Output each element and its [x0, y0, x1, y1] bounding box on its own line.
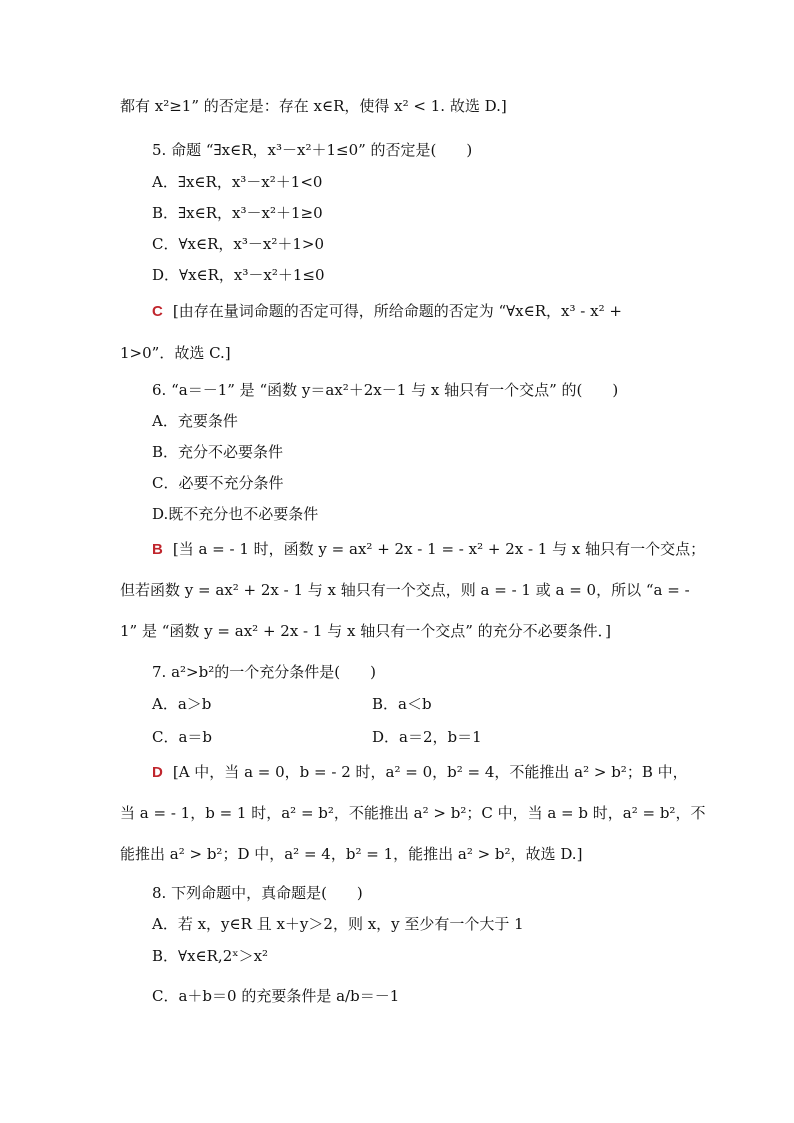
option-7c: C．a＝b — [152, 728, 213, 746]
option-5a: A．∃x∈R，x³－x²＋1<0 — [152, 173, 323, 191]
answer-letter-5: C — [152, 303, 163, 320]
option-6b: B．充分不必要条件 — [152, 443, 284, 461]
explanation-5-text: [由存在量词命题的否定可得，所给命题的否定为 “∀x∈R，x³ - x² + — [172, 302, 622, 320]
option-6a: A．充要条件 — [152, 412, 238, 430]
answer-letter-7: D — [152, 764, 163, 781]
question-7: 7. a²>b²的一个充分条件是( ) — [152, 663, 376, 681]
option-7d: D．a＝2，b＝1 — [372, 728, 482, 746]
option-8a: A．若 x，y∈R 且 x＋y＞2，则 x，y 至少有一个大于 1 — [152, 915, 524, 933]
option-8b: B．∀x∈R,2ˣ＞x² — [152, 947, 269, 965]
explanation-7-cont1: 当 a = - 1，b = 1 时，a² = b²，不能推出 a² > b²；C 中，当 a = b 时，a² = b²，不 — [120, 804, 706, 822]
option-7b: B．a＜b — [372, 695, 432, 713]
option-5c: C．∀x∈R，x³－x²＋1>0 — [152, 235, 324, 253]
explanation-7-cont2: 能推出 a² > b²；D 中，a² = 4，b² = 1，能推出 a² > b²，故选 D.] — [120, 845, 583, 863]
explanation-7-text: [A 中，当 a = 0，b = - 2 时，a² = 0，b² = 4，不能推出 a² > b²；B 中， — [172, 763, 688, 781]
option-8c: C．a＋b＝0 的充要条件是 a/b＝－1 — [152, 987, 400, 1005]
explanation-7 — [152, 762, 688, 783]
explanation-6 — [152, 539, 705, 560]
explanation-6-text: [当 a = - 1 时，函数 y = ax² + 2x - 1 = - x² + 2x - 1 与 x 轴只有一个交点； — [172, 540, 706, 558]
explanation-6-cont2: 1” 是 “函数 y = ax² + 2x - 1 与 x 轴只有一个交点” 的充分不必要条件．] — [120, 622, 611, 640]
option-6c: C．必要不充分条件 — [152, 474, 284, 492]
question-5: 5. 命题 “∃x∈R，x³－x²＋1≤0” 的否定是( ) — [152, 141, 473, 159]
explanation-5 — [152, 301, 622, 322]
text-line: 都有 x²≥1” 的否定是：存在 x∈R，使得 x² < 1. 故选 D.] — [120, 97, 507, 115]
answer-letter-6: B — [152, 541, 163, 558]
option-5b: B．∃x∈R，x³－x²＋1≥0 — [152, 204, 323, 222]
option-5d: D．∀x∈R，x³－x²＋1≤0 — [152, 266, 325, 284]
explanation-6-cont1: 但若函数 y = ax² + 2x - 1 与 x 轴只有一个交点，则 a = - 1 或 a = 0，所以 “a = - — [120, 581, 690, 599]
question-8: 8. 下列命题中，真命题是( ) — [152, 884, 363, 902]
question-6: 6. “a＝－1” 是 “函数 y＝ax²＋2x－1 与 x 轴只有一个交点” 的( ) — [152, 381, 619, 399]
option-6d: D.既不充分也不必要条件 — [152, 505, 319, 523]
option-7a: A．a＞b — [152, 695, 212, 713]
explanation-5-cont: 1>0”．故选 C.] — [120, 344, 231, 362]
